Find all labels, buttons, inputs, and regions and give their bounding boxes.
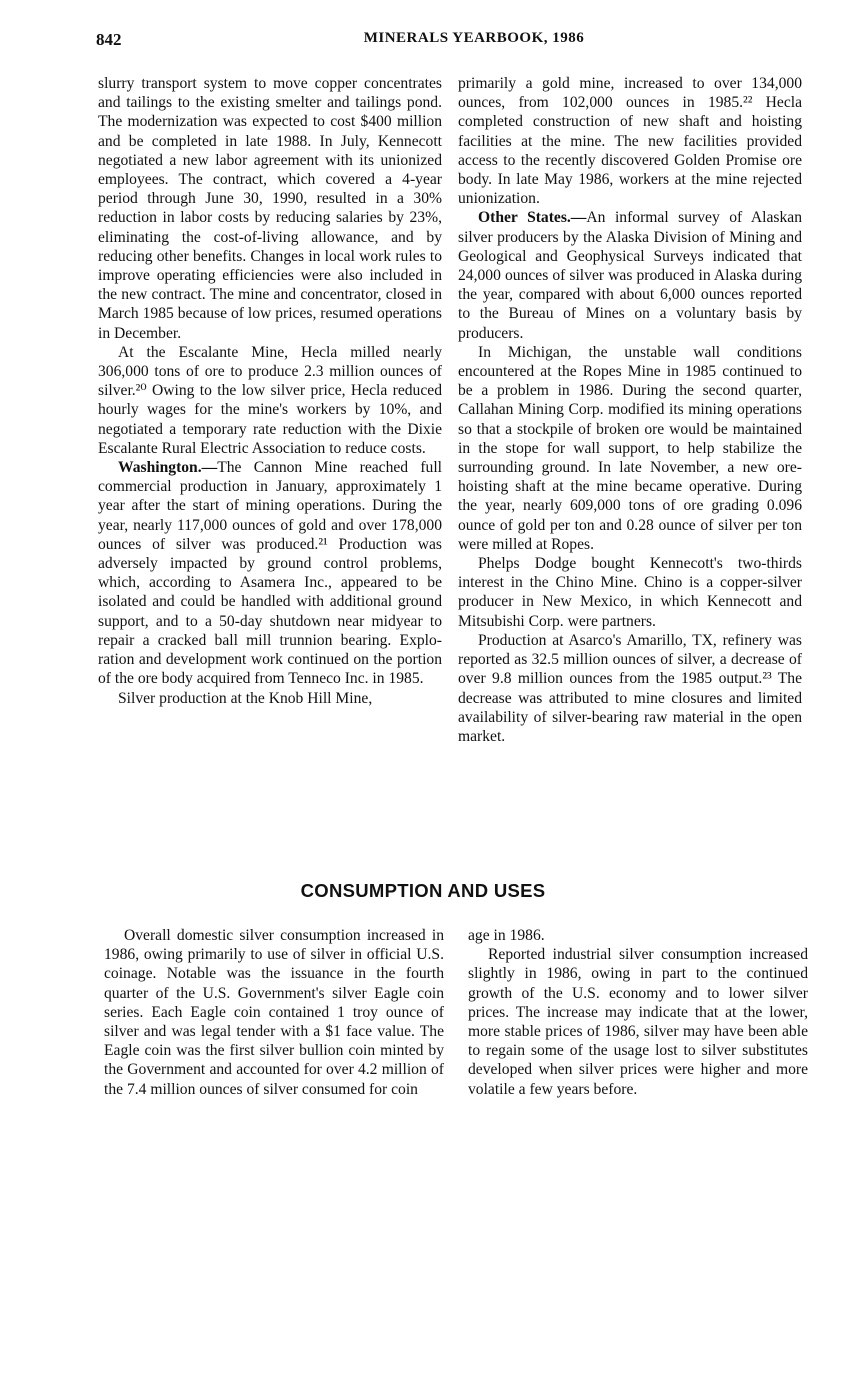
run-in-heading: Washington.— xyxy=(118,459,218,477)
section-heading: CONSUMPTION AND USES xyxy=(300,880,546,901)
run-in-heading: Other States.— xyxy=(478,209,587,227)
paragraph: age in 1986. xyxy=(468,927,545,944)
upper-left-column xyxy=(98,74,442,708)
upper-right-column xyxy=(458,74,802,746)
paragraph: primarily a gold mine, increased to over 134,000 ounces, from 102,000 ounces in 1985.²² Hecla completed construction of new shaft and hoisting facilities at the mine. The new facilities provided access to the recently discovered Golden Promise ore body. In late May 1986, workers at the mine rejected unionization. xyxy=(458,75,802,208)
page-header xyxy=(96,30,812,54)
paragraph: Reported industrial silver consumption increased slightly in 1986, owing in part to the continued growth of the U.S. economy and to lower silver prices. The increase may indicate that at the lower, more stable prices of 1986, silver may have been able to regain some of the usage lost to silver substitutes developed when silver prices were higher and more volatile a few years before. xyxy=(468,946,808,1098)
paragraph: Production at Asarco's Amarillo, TX, refinery was reported as 32.5 million ounces of silver, a decrease of over 9.8 million ounces from the 1985 output.²³ The decrease was attributed to mine closures and limited availability of silver-bearing raw material in the open market. xyxy=(458,631,802,745)
paragraph: At the Escalante Mine, Hecla milled nearly 306,000 tons of ore to produce 2.3 million ounces of silver.²⁰ Owing to the low silver price, Hecla reduced hourly wages for the mine's workers by 10%, and negotiated a temporary rate reduction with the Dixie Escalante Rural Electric Association to reduce costs. xyxy=(98,343,442,457)
paragraph: Washington.—The Cannon Mine reached full commercial production in January, approximately 1 year after the start of mining operations. During the year, nearly 117,000 ounces of gold and over 178,000 ounces of silver was produced.²¹ Production was adversely impacted by ground control problems, which, according to Asamera Inc., appeared to be isolated and could be handled with additional ground support, and to a 50-day shutdown near midyear to repair a cracked ball mill trunnion bearing. Exploration and development work continued on the portion of the ore body acquired from Tenneco Inc. in 1985. xyxy=(98,459,442,688)
paragraph: Phelps Dodge bought Kennecott's two-thirds interest in the Chino Mine. Chino is a copper-silver producer in New Mexico, in which Kennecott and Mitsubishi Corp. were partners. xyxy=(458,555,802,630)
page-number: 842 xyxy=(96,30,122,49)
lower-right-column xyxy=(468,926,808,1099)
paragraph: slurry transport system to move copper concentrates and tailings to the existing smelter and tailings pond. The modernization was expected to cost $400 million and be completed in late 1988. In July, Kennecott negotiated a new labor agreement with its unionized employees. The contract, which covered a 4-year period through June 30, 1990, resulted in a 30% reduction in labor costs by reducing salaries by 23%, eliminating the cost-of-living allowance, and by reducing other benefits. Changes in local work rules to improve operating efficiencies were also included in the new contract. The mine and concentrator, closed in March 1985 because of low prices, resumed operations in December. xyxy=(98,75,442,342)
paragraph: Overall domestic silver consumption increased in 1986, owing primarily to use of silver in official U.S. coinage. Notable was the issuance in the fourth quarter of the U.S. Government's silver Eagle coin series. Each Eagle coin contained 1 troy ounce of silver and was legal tender with a $1 face value. The Eagle coin was the first silver bullion coin minted by the Government and accounted for over 4.2 million of the 7.4 million ounces of silver consumed for coin xyxy=(104,927,444,1098)
paragraph: In Michigan, the unstable wall conditions encountered at the Ropes Mine in 1985 continued to be a problem in 1986. During the second quarter, Callahan Mining Corp. modified its mining operations so that a stockpile of broken ore would be maintained in the stope for wall support, to help stabilize the surrounding ground. In late November, a new ore-hoisting shaft at the mine became operative. During the year, nearly 609,000 tons of ore grading 0.096 ounce of gold per ton and 0.28 ounce of silver per ton were milled at Ropes. xyxy=(458,343,802,553)
paragraph: Silver production at the Knob Hill Mine, xyxy=(118,689,373,707)
running-title: MINERALS YEARBOOK, 1986 xyxy=(363,30,585,46)
paragraph: Other States.—An informal survey of Alaskan silver producers by the Alaska Division of Mining and Geological and Geophysical Surveys indicated that 24,000 ounces of silver was produced in Alaska during the year, compared with about 6,000 ounces reported to the Bureau of Mines on a voluntary basis by producers. xyxy=(458,209,802,342)
lower-left-column xyxy=(104,926,444,1099)
